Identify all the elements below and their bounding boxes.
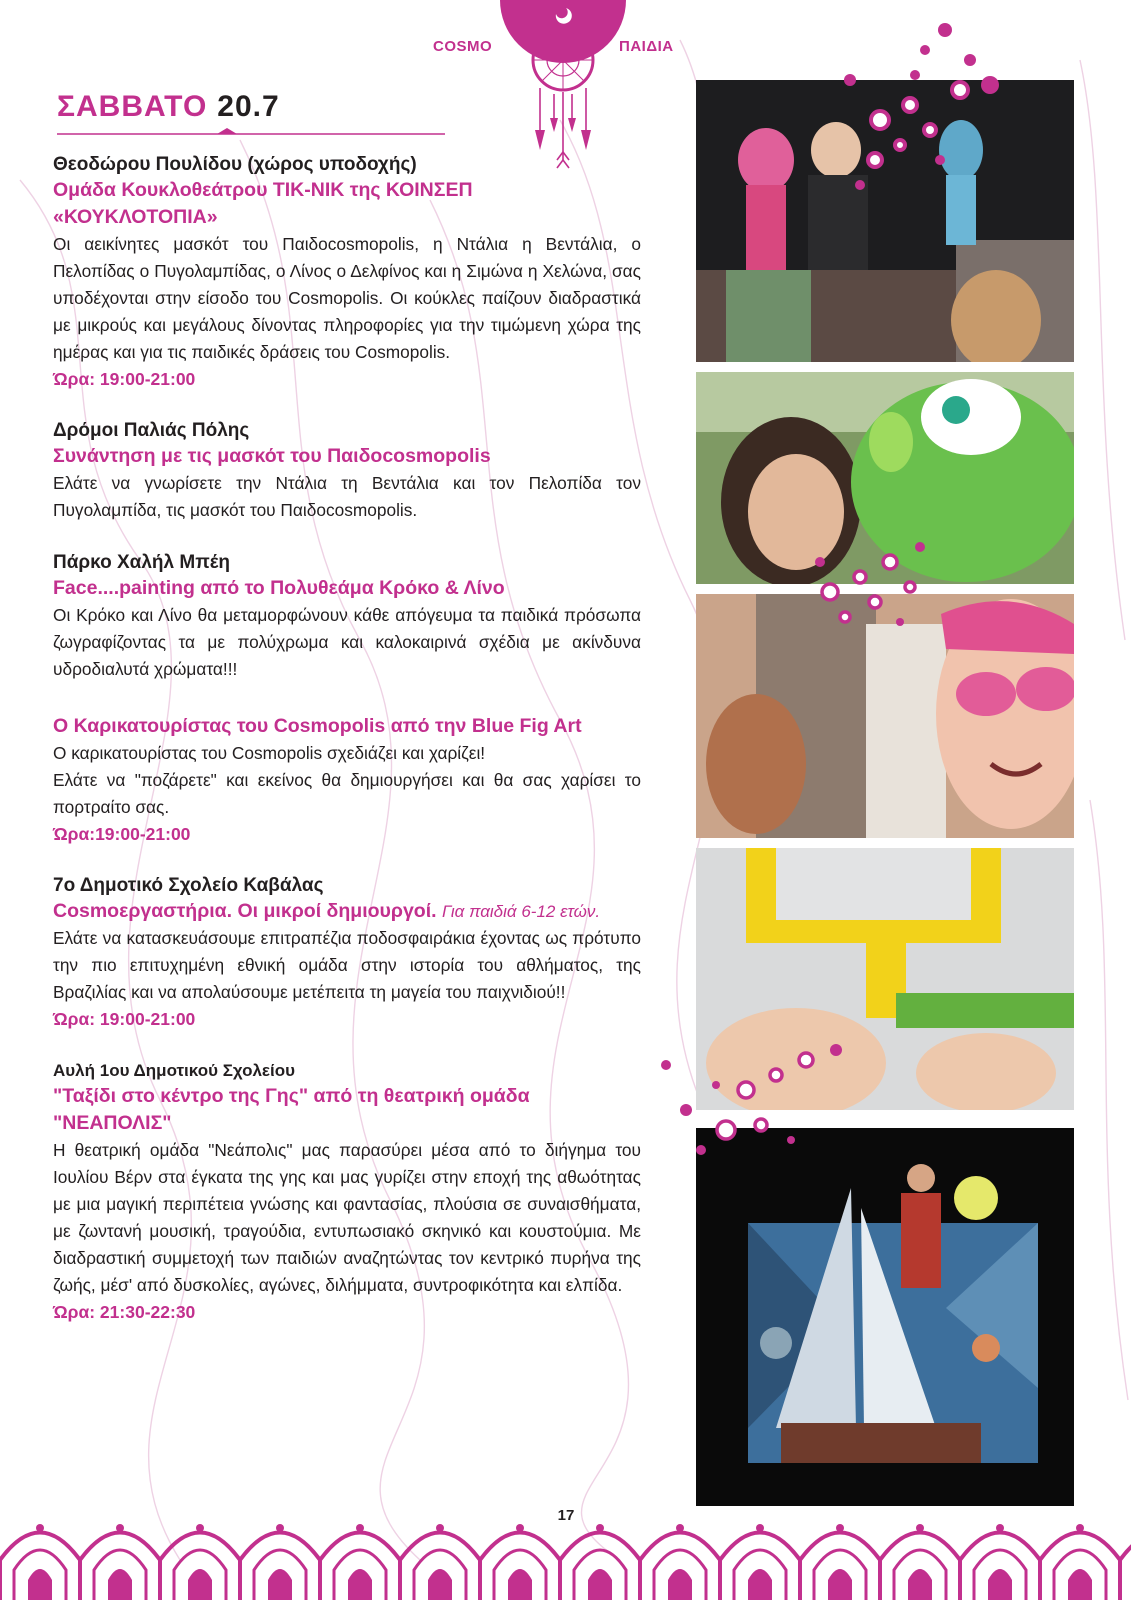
event-location: Πάρκο Χαλήλ Μπέη — [53, 552, 230, 573]
header-cosmo-word: COSMO — [433, 38, 493, 55]
pink-dots-decoration — [800, 532, 940, 642]
event-caricaturist — [53, 713, 641, 847]
events-column — [53, 152, 641, 1351]
event-location: Θεοδώρου Πουλίδου (χώρος υποδοχής) — [53, 154, 417, 175]
page-number: 17 — [557, 1507, 575, 1524]
event-theatre-play — [53, 1058, 641, 1325]
event-location: Αυλή 1ου Δημοτικού Σχολείου — [53, 1061, 295, 1080]
event-description: Η θεατρική ομάδα "Νεάπολις" μας παρασύρει μέσα από το διήγημα του Ιουλίου Βέρν στα έγκατα της γης και μας γυρίζει στην εποχή της αθωότητας με μια μαγική περιπέτεια γνώσης και φαντασίας, πλούσια σε συναισθήματα, με ζωντανή μουσική, τραγούδια, εντυπωσιακό σκηνικό και κουστούμια. Με διαδραστική συμμετοχή των παιδιών αναζητώντας τον κεντρικό πυρήνα της ζωής, μέσ' από δυσκολίες, αγώνες, διλήμματα, συντροφικότητα και ελπίδα. — [53, 1140, 641, 1295]
event-puppet-theatre — [53, 152, 641, 392]
event-mascots-meet — [53, 418, 641, 524]
event-title: "Ταξίδι στο κέντρο της Γης" από τη θεατρική ομάδα "ΝΕΑΠΟΛΙΣ" — [53, 1085, 530, 1134]
day-name: ΣΑΒΒΑΤΟ — [57, 90, 208, 123]
event-age-note: Για παιδιά 6-12 ετών. — [441, 902, 601, 921]
pink-dots-decoration — [656, 1030, 866, 1170]
event-title: Cosmoεργαστήρια. Οι μικροί δημιουργοί. — [53, 900, 437, 922]
day-underline — [57, 128, 445, 140]
event-workshops — [53, 873, 641, 1032]
event-face-painting — [53, 550, 641, 683]
dreamcatcher-logo-icon — [496, 0, 630, 176]
event-time: Ώρα: 19:00-21:00 — [53, 369, 196, 389]
event-location: 7ο Δημοτικό Σχολείο Καβάλας — [53, 875, 324, 896]
event-title-wrap — [53, 898, 641, 925]
event-title: Face....painting από το Πολυθεάμα Κρόκο & Λίνο — [53, 577, 505, 599]
event-description: Ελάτε να κατασκευάσουμε επιτραπέζια ποδοσφαιράκια έχοντας ως πρότυπο την πιο επιτυχημένη εθνική ομάδα στην ιστορία του αθλήματος, της Βραζιλίας και να απολαύσουμε μετέπειτα τη μαγεία του παιχνιδιού!! — [53, 928, 641, 1002]
event-description: Οι αεικίνητες μασκότ του Παιδοcosmopolis, η Ντάλια η Βεντάλια, ο Πελοπίδας ο Πυγολαμπίδας, ο Λίνος ο Δελφίνος και η Σιμώνα η Χελώνα, σας υποδέχονται στην είσοδο του Cosmopolis. Οι κούκλες παίζουν διαδραστικά με μικρούς και μεγάλους δίνοντας πληροφορίες για την τιμώμενη χώρα της ημέρας και για τις παιδικές δράσεις του Cosmopolis. — [53, 234, 641, 362]
event-time: Ώρα: 21:30-22:30 — [53, 1302, 196, 1322]
event-description-line: Ελάτε να "ποζάρετε" και εκείνος θα δημιουργήσει και θα σας χαρίσει το πορτραίτο σας. — [53, 770, 641, 817]
event-description: Οι Κρόκο και Λίνο θα μεταμορφώνουν κάθε απόγευμα τα παιδικά πρόσωπα ζωγραφίζοντας τα με πολύχρωμα και καλοκαιρινά σχέδια με ακίνδυνα υδροδιαλυτά χρώματα!!! — [53, 605, 641, 679]
day-date: 20.7 — [217, 90, 280, 123]
event-title: Ομάδα Κουκλοθεάτρου ΤΙΚ-ΝΙΚ της ΚΟΙΝΣΕΠ «ΚΟΥΚΛΟΤΟΠΙΑ» — [53, 179, 473, 228]
event-description: Ελάτε να γνωρίσετε την Ντάλια τη Βεντάλια και τον Πελοπίδα τον Πυγολαμπίδα, τις μασκότ του Παιδοcosmopolis. — [53, 473, 641, 520]
event-location: Δρόμοι Παλιάς Πόλης — [53, 420, 250, 441]
day-heading — [57, 90, 280, 124]
event-time: Ώρα: 19:00-21:00 — [53, 1009, 196, 1029]
photo-theatre-stage — [696, 1128, 1074, 1506]
event-description-line: Ο καρικατουρίστας του Cosmopolis σχεδιάζει και χαρίζει! — [53, 743, 486, 763]
event-title: Ο Καρικατουρίστας του Cosmopolis από την Blue Fig Art — [53, 715, 582, 737]
event-title: Συνάντηση με τις μασκότ του Παιδοcosmopolis — [53, 445, 491, 467]
event-time: Ώρα:19:00-21:00 — [53, 824, 191, 844]
pink-dots-decoration — [820, 20, 1010, 200]
header-paidia-word: ΠΑΙΔΙΑ — [619, 38, 674, 55]
